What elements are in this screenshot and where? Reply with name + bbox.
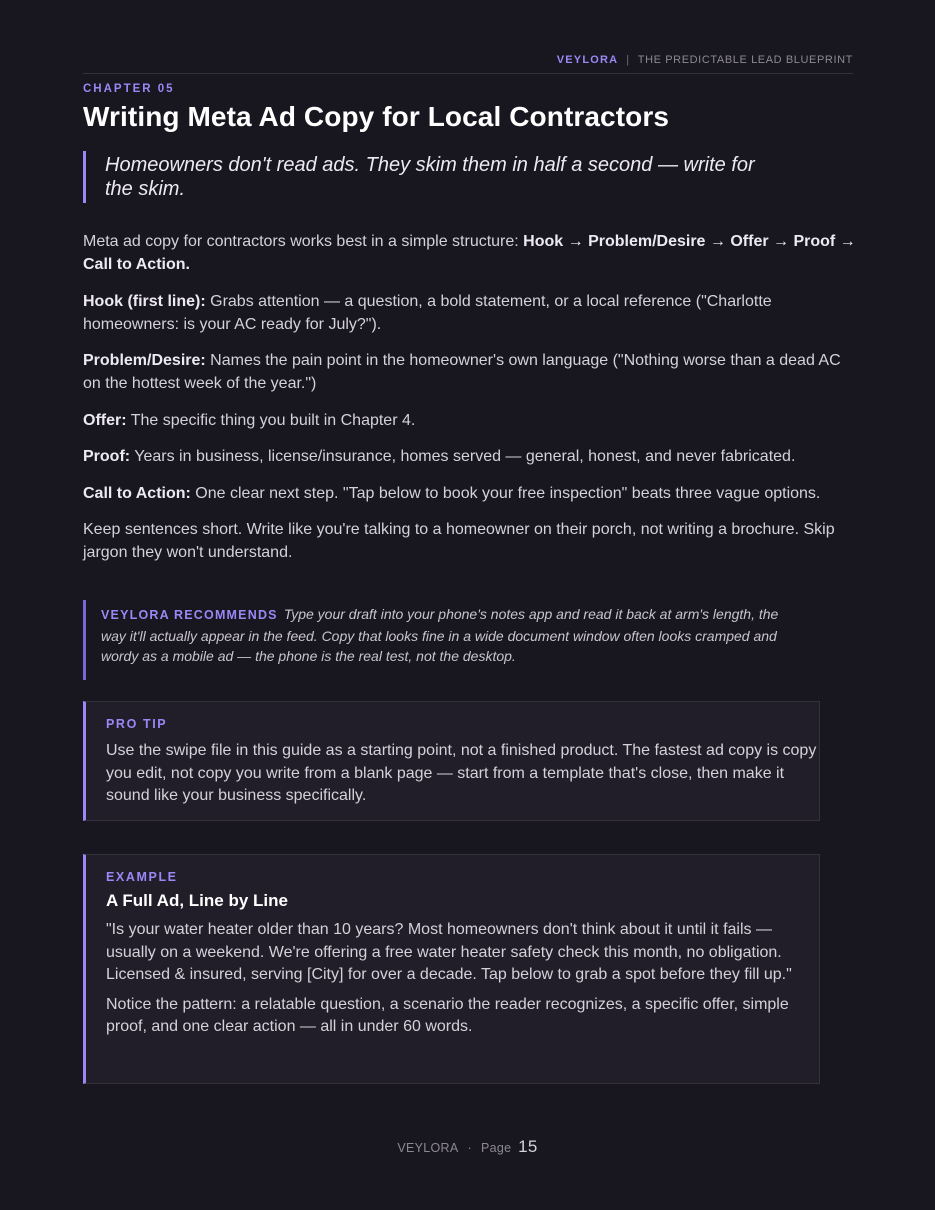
header-separator: | xyxy=(626,54,630,66)
intro-text: Meta ad copy for contractors works best in a simple structure: xyxy=(83,233,524,250)
pro-tip-box xyxy=(83,701,820,821)
item-term: Offer: xyxy=(83,411,127,429)
intro-paragraph xyxy=(83,230,858,276)
header-doc-title: THE PREDICTABLE LEAD BLUEPRINT xyxy=(637,54,853,66)
item-term: Call to Action: xyxy=(83,484,191,502)
example-label: EXAMPLE xyxy=(106,870,178,884)
chapter-label: CHAPTER 05 xyxy=(83,83,175,95)
pull-quote: Homeowners don't read ads. They skim them in half a second — write for the skim. xyxy=(83,151,785,203)
pro-tip-label: PRO TIP xyxy=(106,717,168,731)
intro-structure: Hook → Problem/Desire → Offer → Proof → Call to Action. xyxy=(83,233,856,273)
item-problem xyxy=(83,349,858,395)
item-offer xyxy=(83,409,858,432)
item-term: Hook (first line): xyxy=(83,292,206,310)
example-note: Notice the pattern: a relatable question, a scenario the reader recognizes, a specific offer, simple proof, and one clear action — all in under 60 words. xyxy=(106,995,789,1035)
item-proof xyxy=(83,445,858,468)
footer-page-label: Page xyxy=(480,1141,512,1155)
item-term: Problem/Desire: xyxy=(83,352,206,369)
pro-tip-text: Use the swipe file in this guide as a starting point, not a finished product. The fastest ad copy is copy you edit, not copy you write from a blank page — start from a template that's close, then make it sound like your business specifically. xyxy=(106,742,817,804)
header-brand: VEYLORA xyxy=(556,54,619,66)
item-text: Names the pain point in the homeowner's own language ("Nothing worse than a dead AC on the hottest week of the year.") xyxy=(83,352,841,392)
page-footer xyxy=(0,1137,935,1157)
page-number: 15 xyxy=(518,1137,538,1156)
item-text: Grabs attention — a question, a bold statement, or a local reference ("Charlotte homeowners: is your AC ready for July?"). xyxy=(83,292,772,333)
footer-dot: · xyxy=(467,1141,472,1155)
chapter-title: Writing Meta Ad Copy for Local Contractors xyxy=(83,101,670,132)
example-title: A Full Ad, Line by Line xyxy=(106,891,288,910)
example-quote: "Is your water heater older than 10 years? Most homeowners don't think about it until it fails — usually on a weekend. We're offering a free water heater safety check this month, no obligation. Licensed & insured, serving [City] for over a decade. Tap below to grab a spot before they fill up." xyxy=(106,921,792,983)
item-text: One clear next step. "Tap below to book your free inspection" beats three vague options. xyxy=(195,484,821,502)
recommend-text: Type your draft into your phone's notes app and read it back at arm's length, the way it'll actually appear in the feed. Copy that looks fine in a wide document window often looks cramped and wordy as a mobile ad — the phone is the real test, not the desktop. xyxy=(101,606,779,664)
footer-brand: VEYLORA xyxy=(397,1141,459,1155)
body-text xyxy=(83,230,858,578)
example-box xyxy=(83,854,820,1084)
item-hook xyxy=(83,290,858,336)
item-term: Proof: xyxy=(83,448,131,465)
item-cta xyxy=(83,482,858,505)
recommend-callout xyxy=(83,600,801,680)
running-header xyxy=(83,54,853,74)
item-text: Years in business, license/insurance, homes served — general, honest, and never fabricated. xyxy=(134,448,796,465)
closing-paragraph: Keep sentences short. Write like you're talking to a homeowner on their porch, not writing a brochure. Skip jargon they won't understand. xyxy=(83,521,835,561)
item-text: The specific thing you built in Chapter 4. xyxy=(130,411,416,429)
recommend-label: VEYLORA RECOMMENDS xyxy=(101,608,278,622)
